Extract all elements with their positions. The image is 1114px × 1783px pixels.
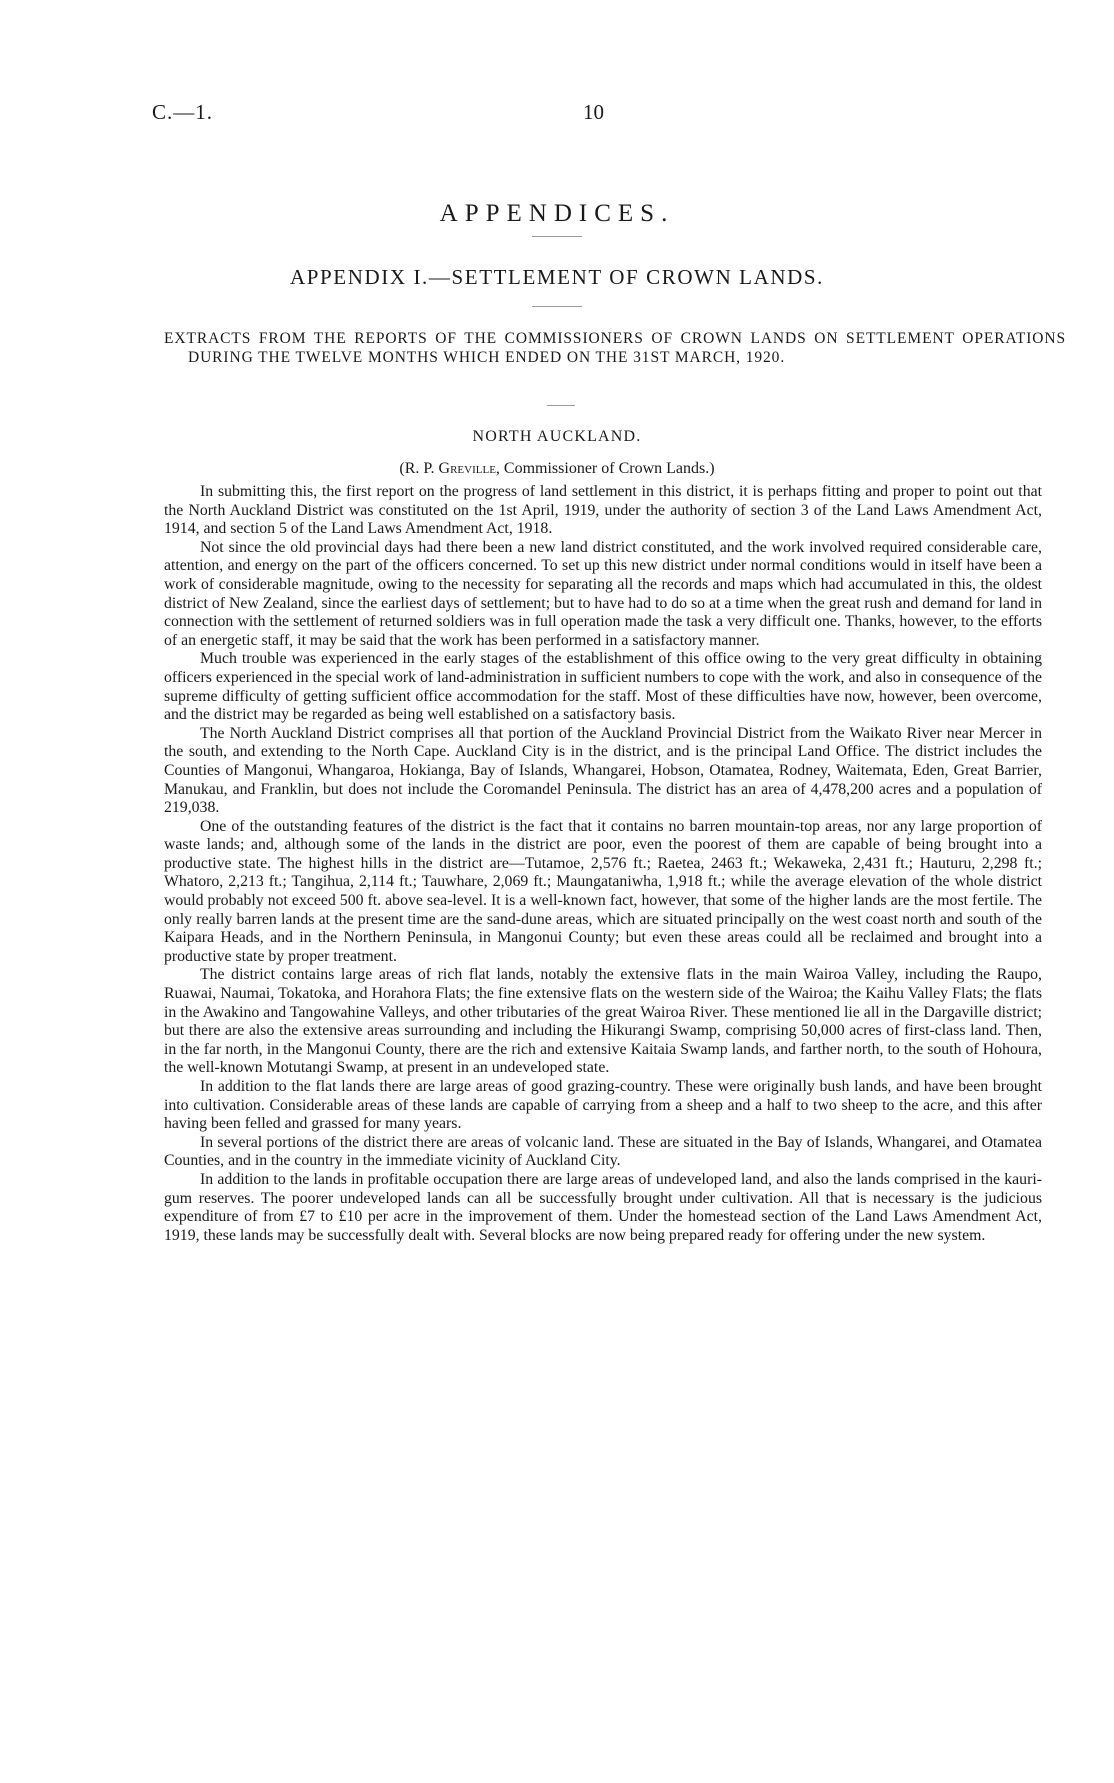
paragraph: In several portions of the district there are areas of volcanic land. These are situated in the Bay of Islands, Whangarei, and Otamatea Counties, and in the country in the immediate vicinity of Auckland City. xyxy=(164,1133,1042,1170)
document-reference: C.—1. xyxy=(152,100,214,124)
commissioner-name: Greville xyxy=(438,460,496,477)
paragraph: In addition to the lands in profitable occupation there are large areas of undeveloped land, and also the lands comprised in the kauri-gum reserves. The poorer undeveloped lands can all be successfully brought under cultivation. All that is necessary is the judicious expenditure of from £7 to £10 per acre in the improvement of them. Under the homestead section of the Land Laws Amendment Act, 1919, these lands may be successfully dealt with. Several blocks are now being prepared ready for offering under the new system. xyxy=(164,1170,1042,1244)
appendix-subtitle: APPENDIX I.—SETTLEMENT OF CROWN LANDS. xyxy=(289,265,825,289)
extracts-divider xyxy=(547,405,575,406)
district-heading: NORTH AUCKLAND. xyxy=(472,428,642,445)
paragraph: One of the outstanding features of the district is the fact that it contains no barren mountain-top areas, nor any large proportion of waste lands; and, although some of the lands in the district are poor, even the poorest of them are capable of being brought into a productive state. The highest hills in the district are—Tutamoe, 2,576 ft.; Raetea, 2463 ft.; Wekaweka, 2,431 ft.; Hauturu, 2,298 ft.; Whatoro, 2,213 ft.; Tangihua, 2,114 ft.; Tauwhare, 2,069 ft.; Maungataniwha, 1,918 ft.; while the average elevation of the whole district would probably not exceed 500 ft. above sea-level. It is a well-known fact, however, that some of the higher lands are the most fertile. The only really barren lands at the present time are the sand-dune areas, which are situated principally on the west coast north and south of the Kaipara Heads, and in the Northern Peninsula, in Mangonui County; but even these areas could all be reclaimed and brought into a productive state by proper treatment. xyxy=(164,817,1042,965)
commissioner-open: (R. P. xyxy=(399,460,439,477)
commissioner-title: , Commissioner of Crown Lands.) xyxy=(495,460,715,477)
paragraph: In addition to the flat lands there are large areas of good grazing-country. These were originally bush lands, and have been brought into cultivation. Considerable areas of these lands are capable of carrying from a sheep and a half to two sheep to the acre, and this after having been felled and grassed for many years. xyxy=(164,1078,1042,1133)
paragraph: Not since the old provincial days had there been a new land district constituted, and the work involved required considerable care, attention, and energy on the part of the officers concerned. To set up this new district under normal conditions would in itself have been a work of considerable magnitude, owing to the necessity for separating all the records and maps which had accumulated in this, the oldest district of New Zealand, since the earliest days of settlement; but to have had to do so at a time when the great rush and demand for land in connection with the settlement of returned soldiers was in full operation made the task a very difficult one. Thanks, however, to the efforts of an energetic staff, it may be said that the work has been performed in a satisfactory manner. xyxy=(164,538,1042,649)
paragraph: The district contains large areas of rich flat lands, notably the extensive flats in the main Wairoa Valley, including the Raupo, Ruawai, Naumai, Tokatoka, and Horahora Flats; the fine extensive flats on the western side of the Wairoa; the Kaihu Valley Flats; the flats in the Awakino and Tangowahine Valleys, and other tributaries of the great Wairoa River. These mentioned lie all in the Dargaville district; but there are also the extensive areas surrounding and including the Hikurangi Swamp, comprising 50,000 acres of first-class land. Then, in the far north, in the Mangonui County, there are the rich and extensive Kaitaia Swamp lands, and farther north, to the south of Hohoura, the well-known Motutangi Swamp, at present in an undeveloped state. xyxy=(164,966,1042,1077)
page-number: 10 xyxy=(583,100,604,124)
extracts-heading: EXTRACTS FROM THE REPORTS OF THE COMMISSIONERS OF CROWN LANDS ON SETTLEMENT OPERATIONS DURING THE TWELVE MONTHS WHICH ENDED ON THE 31ST MARCH, 1920. xyxy=(164,330,1066,366)
subtitle-divider xyxy=(532,306,582,307)
appendices-title: APPENDICES. xyxy=(439,200,675,227)
title-divider xyxy=(532,236,582,237)
commissioner-line xyxy=(0,460,1114,478)
page-header xyxy=(0,100,1114,130)
paragraph: In submitting this, the first report on the progress of land settlement in this district, it is perhaps fitting and proper to point out that the North Auckland District was constituted on the 1st April, 1919, under the authority of section 3 of the Land Laws Amendment Act, 1914, and section 5 of the Land Laws Amendment Act, 1918. xyxy=(164,483,1042,538)
paragraph: The North Auckland District comprises all that portion of the Auckland Provincial District from the Waikato River near Mercer in the south, and extending to the North Cape. Auckland City is in the district, and is the principal Land Office. The district includes the Counties of Mangonui, Whangaroa, Hokianga, Bay of Islands, Whangarei, Hobson, Otamatea, Rodney, Waitemata, Eden, Great Barrier, Manukau, and Franklin, but does not include the Coromandel Peninsula. The district has an area of 4,478,200 acres and a population of 219,038. xyxy=(164,724,1042,817)
paragraph: Much trouble was experienced in the early stages of the establishment of this office owing to the very great difficulty in obtaining officers experienced in the special work of land-administration in sufficient numbers to cope with the work, and also in consequence of the supreme difficulty of getting sufficient office accommodation for the staff. Most of these difficulties have now, however, been overcome, and the district may be regarded as being well established on a satisfactory basis. xyxy=(164,650,1042,724)
report-body xyxy=(164,483,1042,1245)
